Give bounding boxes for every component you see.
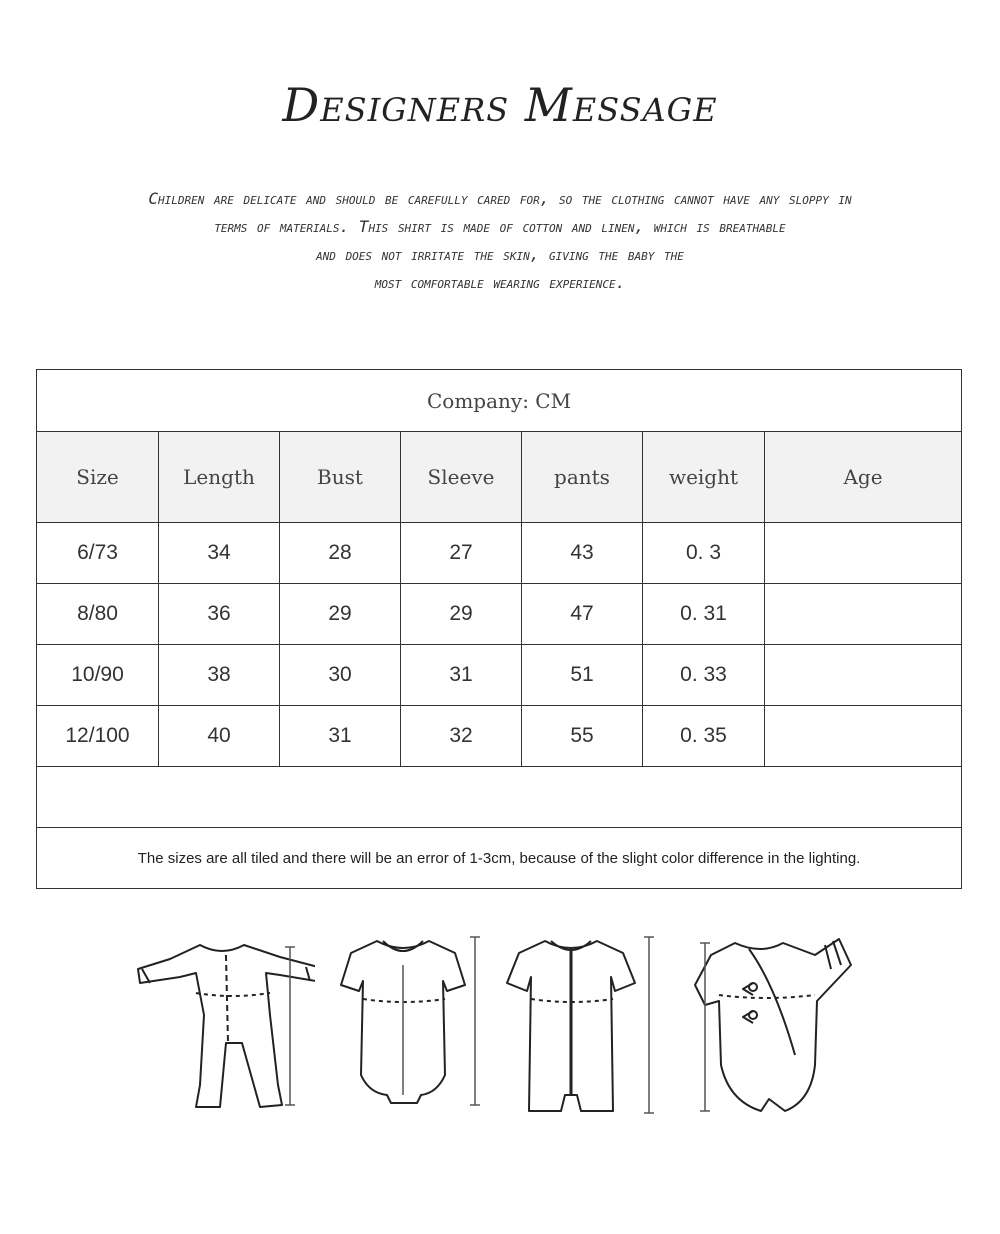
column-header-size: Size [37, 432, 159, 523]
table-cell: 0. 31 [643, 584, 765, 645]
message-line: terms of materials. This shirt is made of cotton and linen, which is breathable [214, 217, 786, 236]
table-row [37, 706, 962, 767]
long-sleeve-romper-icon [130, 925, 315, 1120]
page-title: Designers Message [282, 78, 718, 132]
table-cell: 12/100 [37, 706, 159, 767]
size-chart-table [36, 369, 962, 889]
table-cell: 34 [159, 523, 280, 584]
table-cell: 32 [401, 706, 522, 767]
message-line: Children are delicate and should be carefully cared for, so the clothing cannot have any sloppy in [148, 189, 852, 208]
table-cell [765, 523, 962, 584]
table-cell: 6/73 [37, 523, 159, 584]
table-cell: 47 [522, 584, 643, 645]
column-header-weight: weight [643, 432, 765, 523]
column-header-length: Length [159, 432, 280, 523]
kimono-romper-icon [665, 925, 880, 1120]
empty-row [37, 767, 962, 828]
table-cell: 0. 35 [643, 706, 765, 767]
company-label: Company: CM [37, 370, 962, 432]
table-cell: 8/80 [37, 584, 159, 645]
measurement-note: The sizes are all tiled and there will be an error of 1-3cm, because of the slight color difference in the lighting. [37, 828, 962, 889]
column-header-sleeve: Sleeve [401, 432, 522, 523]
table-cell: 38 [159, 645, 280, 706]
table-cell: 29 [280, 584, 401, 645]
table-row [37, 645, 962, 706]
table-cell: 40 [159, 706, 280, 767]
table-cell [765, 584, 962, 645]
table-cell: 51 [522, 645, 643, 706]
table-cell: 0. 33 [643, 645, 765, 706]
message-line: and does not irritate the skin, giving the baby the [316, 245, 684, 264]
table-cell: 29 [401, 584, 522, 645]
column-header-pants: pants [522, 432, 643, 523]
table-cell: 10/90 [37, 645, 159, 706]
table-row [37, 584, 962, 645]
table-cell: 0. 3 [643, 523, 765, 584]
column-header-age: Age [765, 432, 962, 523]
column-header-bust: Bust [280, 432, 401, 523]
short-sleeve-bodysuit-icon [325, 925, 490, 1120]
table-cell: 31 [401, 645, 522, 706]
message-line: most comfortable wearing experience. [374, 273, 626, 292]
table-cell: 55 [522, 706, 643, 767]
table-cell [765, 706, 962, 767]
table-cell: 27 [401, 523, 522, 584]
table-row [37, 523, 962, 584]
table-cell: 43 [522, 523, 643, 584]
table-cell: 31 [280, 706, 401, 767]
table-cell [765, 645, 962, 706]
table-cell: 36 [159, 584, 280, 645]
table-cell: 30 [280, 645, 401, 706]
table-cell: 28 [280, 523, 401, 584]
short-sleeve-romper-icon [495, 925, 665, 1120]
garment-illustrations [120, 925, 880, 1135]
designer-message [40, 185, 960, 297]
